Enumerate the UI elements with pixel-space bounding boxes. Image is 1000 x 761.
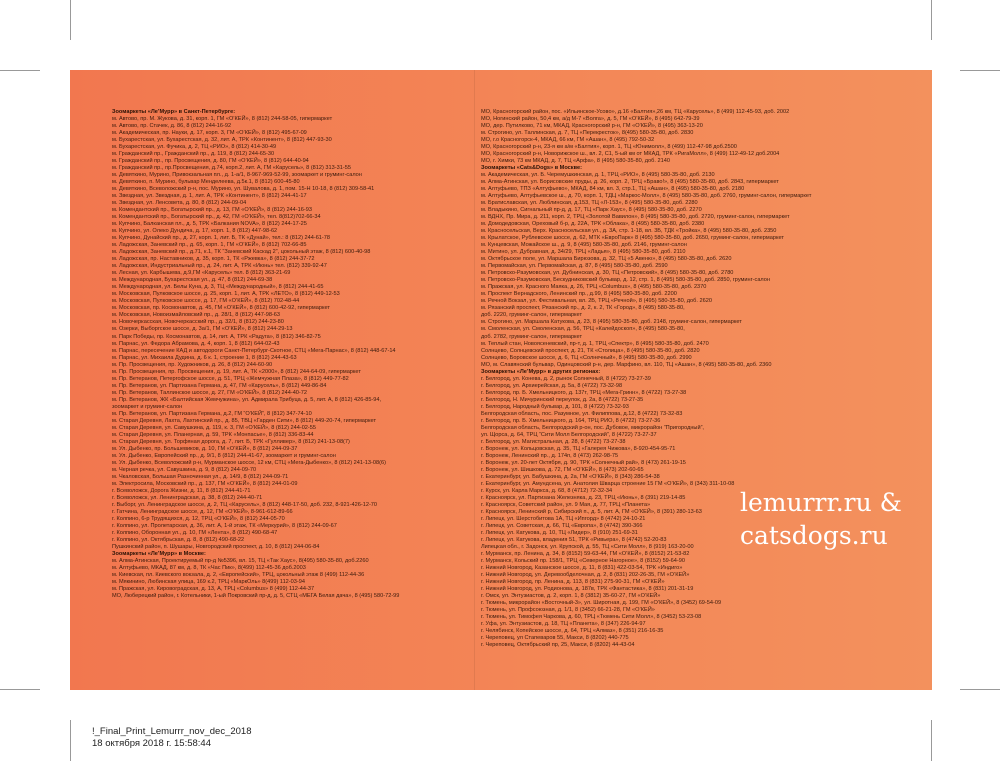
store-address-line: г. Всеволожск, ул. Ленинградская, д. 38, 8 (812) 244-40-71 [112,494,263,501]
store-address-line: м. Электросила, Московский пр., д. 137, ГМ «О’КЕЙ», 8 (812) 244-01-09 [112,480,298,487]
store-address-line: Белгородская область, пос. Разумное, ул. Филиппова, д.12, 8 (4722) 73-32-83 [481,410,683,417]
store-address-line: м. Гражданский пр., пр.Просвещения, д.74, корп.2, лит. А, ГМ «Карусель», 8 (812) 313-31-55 [112,165,351,172]
store-address-line: г. Тюмень, микрорайон «Восточный-3», ул. Широтная, д. 199, ГМ «О’КЕЙ», 8 (3452) 69-54-09 [481,600,722,607]
store-address-line: м. Бухарестская, ул. Фучика, д. 2, ТЦ «РИО», 8 (812) 414-30-49 [112,144,277,151]
section-heading: Зоомаркеты «Cats&Dogs» в Москве: [481,165,582,172]
store-address-line: г. Череповец, Октябрьский пр, 25, Макси, 8 (8202) 44-43-04 [481,642,635,649]
store-address-line: г. Воронеж, Ленинский пр., д. 174п, 8 (473) 262-98-75 [481,452,619,459]
store-address-line: м. Мякинино, Любинская улица, 169 к.2, ТРЦ «МаркОль» 8(499) 112-03-94 [112,579,305,586]
store-address-line: МО, Красногорский р-н, Новорижское ш., вл. 2, С1, 5-ый км от МКАД, ТРК «РигаМолл», 8 (499) 112-49-12 доб.2004 [481,151,780,158]
store-address-line: м. Комендантский пр., Богатырский пр., д. 42, ГМ «О’КЕЙ», тел. 8(812)702-66-34 [112,214,321,221]
store-address-line: доб. 2220, груминг-салон, гипермаркет [481,312,583,319]
crop-mark [931,0,932,40]
store-address-line: м. Алтуфьево, Алтуфьевское ш., д. 70, корп. 1, ТДЦ «Маркос-Молл», 8 (495) 580-35-80, доб. 2760, груминг-салон, гипермаркет [481,193,812,200]
store-address-line: м. Академическая, ул. Б. Черемушкинская, д. 1, ТРЦ «РИО», 8 (495) 580-35-80, доб. 2130 [481,172,715,179]
store-address-line: м. Академическая, пр. Науки, д. 17, корп. 3, ГМ «О’КЕЙ», 8 (812) 495-67-09 [112,130,307,137]
store-address-line: г. Челябинск, Копейское шоссе, д. 64, ТРЦ «Алмаз», 8 (351) 216-16-35 [481,628,664,635]
store-address-line: м. Строгино, ул. Маршала Катукова, д. 23, 8 (495) 580-35-80, доб. 2148, груминг-салон, гипермаркет [481,319,742,326]
section-heading: Зоомаркеты «Ле’Мурр» в других регионах: [481,368,601,375]
store-address-line: м. Ладожская, Заневский пр., д.71, к.1, ТК “Заневский Каскад 2”, цокольный этаж, 8 (812) 600-40-98 [112,249,371,256]
store-address-line: м. Черная речка, ул. Савушкина, д. 9, 8 (812) 244-09-70 [112,466,257,473]
store-address-line: м. ВДНХ, Пр. Мира, д. 211, корп. 2, ТРЦ «Золотой Вавилон», 8 (495) 580-35-80, доб. 2720, груминг-салон, гипермаркет [481,214,790,221]
store-address-line: м. Пр. Ветеранов, Таллинское шоссе, д. 27, ГМ «О’КЕЙ», 8 (812) 244-40-72 [112,389,308,396]
store-address-line: м. Ул. Дыбенко, Европейский пр., д. 9/1, 8 (812) 244-41-67, зоомаркет и груминг-салон [112,452,336,459]
crop-mark [0,70,40,71]
store-address-line: м. Международная, ул. Белы Куна, д. 3, ТЦ «Международный», 8 (812) 244-41-65 [112,284,324,291]
store-address-line: Солнцево, Боровское шоссе, д. 6, ТЦ «Солнечный», 8 (495) 580-35-80, доб. 2990 [481,354,692,361]
store-address-line: м. Первомайская, ул. Первомайская, д. 87, 8 (495) 580-35-80, доб. 2590 [481,263,668,270]
store-address-line: г. Нижний Новгород, ул. Деревообделочная, д. 2, 8 (831) 202-26-35, ГМ «О’КЕЙ» [481,572,690,579]
store-address-line: Солнцево, Солнцевский проспект, д. 21, ТК «Столица», 8 (495) 580-35-80, доб. 2820 [481,347,700,354]
store-address-line: м. Новочеркасская, Новочеркасский пр., д. 32/1, 8 (812) 244-23-80 [112,319,284,326]
store-address-line: г. Белгород, ул. Конева, д. 2, рынок Солнечный, 8 (4722) 73-27-39 [481,375,651,382]
store-address-line: м. Речной Вокзал, ул. Фестивальная, вл. 2Б, ТРЦ «Речной», 8 (495) 580-35-80, доб. 2620 [481,298,712,305]
store-address-line: г. Липецк, ул. Катукова, владения 51, ТРК «Ривьера», 8 (4742) 52-20-83 [481,536,667,543]
store-address-line: г. Омск, ул. Энтузиастов, д. 2, корп. 1, 8 (3812) 35-60-27, ГМ «О’КЕЙ» [481,593,661,600]
store-address-line: г. Белгород, пр. Б. Хмельницкого, д. 137т, ТРЦ «Мега-Гринн», 8 (4722) 73-27-38 [481,389,687,396]
store-address-line: м. Старая Деревня, ул. Планерная, д. 59, ТРК «Монпасье», 8 (812) 336-83-44 [112,431,314,438]
store-address-line: м. Петровско-Разумовская, Бескудниковский бульвар, д. 12, стр. 1, 8 (495) 580-35-80, доб. 2850, груминг-салон [481,277,770,284]
store-address-line: г. Липецк, ул. Катукова, д. 10, ТЦ «Лидер», 8 (910) 251-69-31 [481,529,638,536]
store-address-line: м. Гражданский пр., пр. Просвещения, д. 80, ГМ «О’КЕЙ», 8 (812) 644-40-94 [112,158,309,165]
store-address-line: г. Воронеж, ул. Кольцовская, д. 35, ТЦ «Галерея Чижова», 8-920-454-95-71 [481,445,676,452]
store-address-line: г. Колпино, ул. Октябрьская, д. 8, 8 (812) 490-68-22 [112,536,245,543]
store-address-line: МО, Красногорский район, пос. «Ильинское-Усово», д.16 «Балтия»,26 км, ТЦ «Карусель», 8 (499) 112-45-93, доб. 2002 [481,109,790,115]
store-address-line: м. Старая Деревня, ул. Савушкина, д. 119, к. 3, ГМ «О’КЕЙ», 8 (812) 244-02-55 [112,424,317,431]
store-address-line: м. Пр. Ветеранов, ул. Партизана Германа, д.2, ГМ “О’КЕЙ”, 8 (812) 347-74-10 [112,410,312,417]
store-address-line: г. Нижний Новгород, Казанское шоссе, д. 11, 8 (831) 422-03-54, ТРК «Индиго» [481,565,683,572]
store-address-line: м. Парнас, пересечение КАД и автодороги Санкт-Петербург-Скотное, СТЦ «Мега-Парнас», 8 (812) 448-67-14 [112,347,396,354]
store-address-line: м. Парнас, ул. Михаила Дудина, д. 6 к. 1, строение 1, 8 (812) 244-43-63 [112,354,297,361]
site-line: catsdogs.ru [740,521,888,550]
store-address-line: м. Петровско-Разумовская, ул. Дубнинская, д. 30, ТЦ «Петровский», 8 (495) 580-35-80, доб. 2780 [481,270,734,277]
store-address-line: м. Пр. Просвещения, пр. Просвещения, д. 19, лит. А, ТК «2000», 8 (812) 244-64-09, гипермаркет [112,368,361,375]
store-address-line: г. Гатчина, Ленинградское шоссе, д. 12, ГМ «О’КЕЙ», 8-961-612-89-66 [112,508,293,515]
store-address-line: м. Купчино, Балканская пл., д. 5, ТРК «Балкания NOVA», 8 (812) 244-17-25 [112,221,307,228]
store-address-line: г. Белгород, пр. Б. Хмельницкого, д. 164, ТРЦ РИО, 8 (4722) 73-27-36 [481,417,661,424]
store-address-line: г. Всеволожск, Дорога Жизни, д. 11, 8 (812) 244-41-71 [112,487,251,494]
store-address-line: м. Купчино, Дунайский пр., д. 27, корп. 1, лит. Б, ТК «Дунай», тел.: 8 (812) 244-61-78 [112,235,330,242]
store-address-line: г. Воронеж, ул. Шишкова, д. 72, ГМ «О’КЕЙ», 8 (473) 202-60-65 [481,466,644,473]
store-address-line: м. Московская, Новоизмайловский пр., д. 28/1, 8 (812) 447-98-63 [112,312,281,319]
site-line: lemurrr.ru & [740,488,902,517]
store-address-line: м. Гражданский пр., Гражданский пр., д. 119, 8 (812) 244-65-30 [112,151,275,158]
store-address-line: МО, м. Славянский бульвар, Одинцовский р-н, дер. Марфино, вл. 110, ТЦ «Ашан», 8 (495) 580-35-80, доб. 2360 [481,361,772,368]
store-address-line: м. Озерки, Выборгское шоссе, д. 3а/1, ГМ «О’КЕЙ», 8 (812) 244-29-13 [112,326,293,333]
store-address-line: г. Курск, ул. Карла Маркса, д. 68, 8 (4712) 72-32-34 [481,487,613,494]
store-address-line: м. Алтуфьево, МКАД, 87 км, д. 8, ТК «Час Пик», 8(499) 112-45-36 доб.2003 [112,565,306,572]
store-address-line: г. Липецк, ул. Шерстобитова 1А, ТЦ «Ипгорд» 8 (4742) 24-10-21 [481,515,646,522]
store-address-line: м. Звездная, ул. Звездная, д. 1, лит. А, ТРК «Континент», 8 (812) 244-41-17 [112,193,307,200]
store-address-line: ул. Щорса, д. 64, ТРЦ “Сити Молл Белгородский”, 8 (4722) 73-27-37 [481,431,657,438]
store-address-line: г. Красноярск, Советский район, ул. 9 Мая, д. 77, ТРЦ «Планета» [481,501,651,508]
store-address-line: м. Пражская, ул. Кировоградская, д. 13, А, ТРЦ «Columbus» 8 (499) 112-44-37 [112,586,315,593]
store-address-line: МО, Люберецкий район, г. Котельники, 1-ый Покровский пр-д, д. 5, СТЦ «МЕГА Белая дача», 8 (495) 580-72-99 [112,593,400,600]
crop-mark [960,70,1000,71]
store-address-line: г. Нижний Новгород, ул. Родионова, д. 187в, ТРК «Фантастика», 8 (831) 201-31-19 [481,586,694,593]
store-address-line: г. Уфа, ул. Энтузиастов, д. 18, ТЦ «Планета», 8 (347) 226-94-97 [481,621,646,628]
store-address-line: МО, Красногорский р-н, 23-я км а/м «Балтия», корп. 1, ТЦ «Юнимолл», 8 (499) 112-47-98 доб.2500 [481,144,737,151]
store-list-left [112,109,474,654]
store-address-line: Пушкинский район, п. Шушары, Новгородский проспект, д. 10, 8 (812) 244-06-84 [112,543,320,550]
store-address-line: м. Алма-Атинская, ул. Борисовские пруды, д. 26, корп. 2, ТРЦ «Браво!», 8 (495) 580-35-80, доб. 2843, гипермаркет [481,179,779,186]
store-address-line: м. Девяткино, Мурино, Привокзальная пл., д. 1-а/1, 8-967-969-52-99, зоомаркет и груминг-салон [112,172,362,179]
store-address-line: м. Пр. Ветеранов, ул. Партизана Германа, д. 47, ГМ «Карусель», 8 (812) 449-86-84 [112,382,327,389]
store-address-line: г. Выборг, ул. Ленинградское шоссе, д. 2, ТЦ «Карусель», 8 (812) 448-17-50, доб. 232, 8-921-426-12-70 [112,501,378,508]
store-address-line: г. Мурманск, Кольский пр. 158/1, ТРЦ «Северное Нагорное», 8 (8152) 59-64-90 [481,558,685,564]
slug-timestamp: 18 октября 2018 г. 15:58:44 [92,738,211,749]
store-address-line: м. Митино, ул. Дубравная, д. 34/29, ТРЦ «Ладья», 8 (495) 580-35-80, доб. 2110 [481,249,686,256]
section-heading: Зоомаркеты «Ле’Мурр» в Санкт-Петербурге: [112,109,236,115]
store-address-line: г. Череповец, ул Стапеваров 55, Макси, 8 (8202) 440-775 [481,635,629,642]
store-address-line: г. Тюмень, ул. Профсоюзная, д. 1/1, 8 (3452) 66-21-28, ГМ «О’КЕЙ» [481,607,655,614]
store-address-line: МО, г.о Красногорск-4, МКАД, 66 км, ГМ «Ашан», 8 (495) 792-50-32 [481,137,655,144]
store-address-line: м. Ул. Дыбенко, Всеволожский р-н, Мурманское шоссе, 12 км, СТЦ «Мега-Дыбенко», 8 (812) 241-13-08(6) [112,459,386,466]
section-heading: Зоомаркеты «Ле’Мурр» в Москве: [112,550,206,557]
store-address-line: г. Воронеж, ул. 20-лет Октября, д. 90, ТРК «Солнечный рай», 8 (473) 261-19-15 [481,459,686,466]
store-address-line: г. Красноярск, Ленинский р, Сибирский п., д. 5, лит. А, ГМ «О’КЕЙ», 8 (391) 280-13-63 [481,508,702,515]
store-address-line: м. Строгино, ул. Таллинская, д. 7, ТЦ «Перекресток», 8(495) 580-35-80, доб. 2830 [481,130,694,137]
store-address-line: г. Липецк, ул. Советская, д. 66, ТЦ «Европа», 8 (4742) 390-366 [481,522,643,529]
store-address-line: Белгородская область, Белгородский р-он, пос. Дубовое, микрорайон “Пригородный”, [481,424,704,431]
crop-mark [931,720,932,761]
store-address-line: г. Белгород, Н. Мичуринский переулок, д. 2а, 8 (4722) 73-27-35 [481,396,644,403]
store-address-line: м. Красносельская, Верх. Красносельская ул., д. 3А, стр. 1-18, вл. 3Б, ТДК «Тройка», 8 (495) 580-35-80, доб. 2350 [481,228,777,235]
print-slug [92,726,252,750]
store-address-line: доб. 2782, груминг-салон, гипермаркет [481,333,583,340]
store-address-line: м. Домодедовская, Ореховый б-р, д. 22А, ТРК «Облака», 8 (495) 580-35-80, доб. 2380 [481,221,705,228]
store-address-line: г. Белгород, ул. Магистральная, д. 28, 8 (4722) 73-27-38 [481,438,626,445]
store-address-line: м. Чкаловская, Большая Разночинная ул., д. 14/9, 8 (812) 244-09-71 [112,473,289,480]
crop-mark [0,689,40,690]
store-address-line: м. Киевская, пл. Киевского вокзала, д. 2, «Европейский», ТРЦ, цокольный этаж 8 (499) 112-44-36 [112,572,365,579]
store-address-line: МО, дер. Путилково, 71 км, МКАД, Красногорский р-н, ГМ «О’КЕЙ», 8 (495) 363-13-20 [481,123,703,130]
store-address-line: м. Московская, Пулковское шоссе, д. 17, ГМ «О’КЕЙ», 8 (812) 702-48-44 [112,298,300,305]
store-address-line: м. Купчино, ул. Олеко Дундича, д. 17, корп. 1, 8 (812) 447-98-62 [112,228,278,235]
store-address-line: м. Теплый стан, Новоясеневский, пр-т, д. 1, ТРЦ «Спектр», 8 (495) 580-35-80, доб. 2470 [481,340,709,347]
store-address-line: м. Алма-Атинская, Проектируемый пр-д №5396, вл. 15, ТЦ «Так Хаус», 8(495) 580-35-80, доб.2260 [112,558,369,564]
store-address-line: г. Мурманск, пр. Ленина, д. 34, 8 (8152) 59-63-44, ГМ «О’КЕЙ», 8 (8152) 21-53-82 [481,550,690,557]
store-address-line: МО, г. Химки, 73 км МКАД, д. 7, ТЦ «Арфа», 8 (495) 580-35-80, доб. 2140 [481,158,670,165]
store-address-line: м. Бухарестская, ул. Бухарестская, д. 32, лит. А, ТРК «Континент», 8 (812) 447-93-30 [112,137,332,144]
store-address-line: г. Екатеринбург, ул. Амундсена, ул. Анатолия Шварца строение 15 ГМ «О’КЕЙ», 8 (343) 311-10-08 [481,480,735,487]
store-address-line: г. Нижний Новгород, пр. Ленина, д. 113, 8 (831) 275-90-31, ГМ «О’КЕЙ» [481,579,665,586]
store-list-right [481,109,921,654]
store-address-line: м. Старая Деревня, ул. Торфяная дорога, д. 7, лит. Б, ТРК «Гулливер», 8 (812) 241-13-08(7) [112,438,350,445]
store-address-line: м. Пр. Ветеранов, ЖК «Балтийская Жемчужина», ул. Адмирала Трибуца, д. 5, лит. А, 8 (812) 426-85-94, [112,396,382,403]
store-address-line: м. Ладожская, Заневский пр., д. 65, корп. 1, ГМ «О’КЕЙ», 8 (812) 702-66-85 [112,242,307,249]
store-address-line: Липецкая обл., г. Задонск, ул. Крупской, д. 55, ТЦ «Сити Молл», 8 (919) 163-20-00 [481,543,694,550]
store-address-line: м. Владыкино, Сигнальный пр-д, д. 17, ТЦ «Парк Хаус», 8 (495) 580-35-80, доб. 2270 [481,207,702,214]
store-address-line: г. Белгород, ул. Архиерейская, д. 5а, 8 (4722) 73-32-98 [481,382,623,389]
store-address-line: м. Девяткино, п. Мурино, бульвар Менделеева, д.5к.1, 8 (812) 600-45-80 [112,179,300,186]
crop-mark [960,689,1000,690]
store-address-line: м. Ладожская, пр. Наставников, д. 35, корп. 1, ТК «Ржевка», 8 (812) 244-37-72 [112,256,315,263]
store-address-line: г. Тюмень, ул. Тимофея Чаркова, д. 60, ТРЦ «Тюмень Сити Молл», 8 (3452) 53-23-08 [481,614,702,621]
store-address-line: МО, Ногинский район, 50,4 км, а/д М-7 «Волга», д. 5, ГМ «О’КЕЙ», 8 (495) 642-79-39 [481,116,700,123]
store-address-line: м. Смоленская, ул. Смоленская, д. 56, ТРЦ «Калейдоскоп», 8 (495) 580-35-80, [481,326,685,333]
store-address-line: м. Автово, пр. Стачек, д. 86, 8 (812) 244-16-92 [112,123,232,130]
store-address-line: г. Колпино, Оборонная ул., д. 10, ГМ «Лента», 8 (812) 490-68-47 [112,529,278,536]
website-logo-text [740,486,902,552]
crop-mark [70,720,71,761]
store-address-line: м. Московская, Пулковское шоссе, д. 25, корп. 1, лит. А, ТРК «ЛЕТО», 8 (812) 449-12-53 [112,291,340,298]
store-address-line: м. Рязанский проспект, Рязанский пр., д. 2, к. 2, ТК «Город», 8 (495) 580-35-80, [481,305,685,312]
store-address-line: м. Пр. Ветеранов, Петергофское шоссе, д. 51, ТРЦ «Жемчужная Плаза», 8 (812) 449-77-82 [112,375,349,382]
store-address-line: м. Пражская, ул. Красного Маяка, д. 26, ТРЦ «Columbus», 8 (495) 580-35-80, доб. 2370 [481,284,707,291]
store-address-line: м. Братиславская, ул. Люблинская, д.153, ТЦ «Л-153», 8 (495) 580-35-80, доб. 2280 [481,200,698,207]
store-address-line: м. Автово, пр. М. Жукова, д. 31, корп. 1, ГМ «О’КЕЙ», 8 (812) 244-58-05, гипермаркет [112,116,333,123]
crop-mark [70,0,71,40]
store-address-line: г. Красноярск, ул. Партизана Железняка, д. 23, ТРЦ «Июнь», 8 (391) 219-14-85 [481,494,686,501]
store-address-line: м. Кунцевская, Можайское ш., д. 9, 8 (495) 580-35-80, доб. 2146, груминг-салон [481,242,687,249]
store-address-line: м. Крылатское, Рублевское шоссе, д. 62, МТК «ЕвроПарк» 8 (495) 580-35-80, доб. 2650, груминг-салон, гипермаркет [481,235,784,242]
store-address-line: м. Проспект Вернадского, Ленинский пр., д.99, 8 (495) 580-35-80, доб. 2200 [481,291,677,298]
store-address-line: м. Московская, пр. Космонавтов, д. 45, ГМ «О’КЕЙ», 8 (812) 600-42-92, гипермаркет [112,305,330,312]
store-address-line: м. Ладожская, Индустриальный пр., д. 24, лит. А, ТРК «Июнь» тел. (812) 339-92-47 [112,263,327,270]
store-address-line: м. Старая Деревня, Лахта, Лахтинский пр., д. 85, ТВЦ «Гарден Сити», 8 (812) 449-20-74, гипермаркет [112,417,377,424]
store-address-line: м. Октябрьское поле, ул. Маршала Бирюзова, д. 32, ТЦ «5 Авеню», 8 (495) 580-35-80, доб. 2620 [481,256,732,263]
store-address-line: м. Парнас, ул. Федора Абрамова, д. 4, корп. 1, 8 (812) 644-02-43 [112,340,280,347]
store-address-line: г. Колпино, ул. Пролетарская, д. 36, лит. А, 1-й этаж, ТК «Меркурий», 8 (812) 244-09-67 [112,522,337,529]
page-fold [474,70,475,690]
store-address-line: г. Екатеринбург, ул. Бабушкина, д. 2а, ГМ «О’КЕЙ», 8 (343) 286-54-38 [481,473,660,480]
store-address-line: м. Девяткино, Всеволожский р-н, пос. Мурино, ул. Шувалова, д. 1, пом. 15-Н 10-18, 8 (812) 309-58-41 [112,186,375,193]
store-address-line: м. Международная, Бухарестская ул., д. 47, 8 (812) 244-69-38 [112,277,273,284]
store-address-line: м. Комендантский пр., Богатырский пр., д. 13, ГМ «О’КЕЙ», 8 (812) 244-16-93 [112,207,312,214]
store-address-line: м. Звездная, ул. Ленсовета, д. 80, 8 (812) 244-09-04 [112,200,247,207]
store-address-line: м. Пр. Просвещения, пр. Художников, д. 26, 8 (812) 244-60-90 [112,361,273,368]
store-address-line: м. Лесная, ул. Карбышева, д.9,ГМ «Карусель» тел. 8 (812) 363-21-69 [112,270,291,277]
store-address-line: м. Парк Победы, пр. Космонавтов, д. 14, лит. А, ТРК «Радуга», 8 (812) 346-82-75 [112,333,321,340]
store-address-line: м. Алтуфьево, ТПЗ «Алтуфьево», МКАД, 84 км, вл. 3, стр.1, ТЦ «Ашан», 8 (495) 580-35-80, доб. 2180 [481,186,745,193]
store-address-line: зоомаркет и груминг-салон [112,403,183,410]
slug-filename: !_Final_Print_Lemurrr_nov_dec_2018 [92,726,252,737]
store-address-line: м. Ул. Дыбенко, пр. Большевиков, д. 10, ГМ «О’КЕЙ», 8 (812) 244-09-37 [112,445,298,452]
store-address-line: г. Белгород, Народный бульвар, д. 101, 8 (4722) 73-32-93 [481,403,629,410]
store-address-line: г. Колпино, 6-р Трудящихся, д. 12, ТРЦ «О’КЕЙ», 8 (812) 244-05-70 [112,515,285,522]
